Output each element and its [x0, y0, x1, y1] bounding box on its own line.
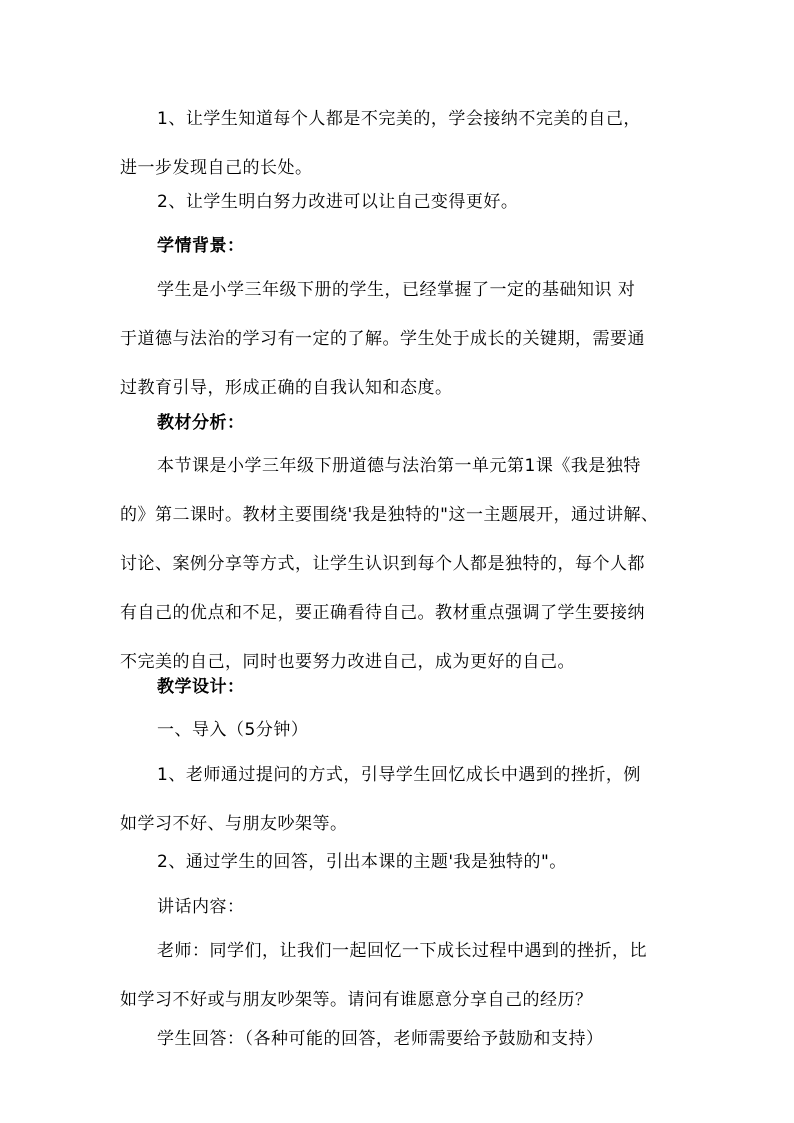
goal-2-paragraph [120, 178, 680, 227]
text-line: 学生是小学三年级下册的学生，已经掌握了一定的基础知识 对 [157, 280, 636, 300]
text-line: 1、老师通过提问的方式，引导学生回忆成长中遇到的挫折，例 [157, 765, 641, 785]
heading-analysis [120, 399, 680, 448]
text-line: 1、让学生知道每个人都是不完美的，学会接纳不完美的自己， [157, 109, 641, 129]
section-intro [120, 706, 680, 755]
text-line: 于道德与法治的学习有一定的了解。学生处于成长的关键期，需要通 [120, 329, 645, 349]
text-line: 2、让学生明白努力改进可以让自己变得更好。 [157, 192, 519, 212]
text-line: 的》第二课时。教材主要围绕'我是独特的"这一主题展开，通过讲解、 [120, 505, 659, 525]
text-line: 2、通过学生的回答，引出本课的主题'我是独特的"。 [157, 852, 567, 872]
text-line: 老师：同学们，让我们一起回忆一下成长过程中遇到的挫折，比 [157, 941, 647, 961]
text-line: 一、导入（5分钟） [157, 720, 309, 740]
heading-design [120, 663, 680, 712]
heading-text: 学情背景： [157, 236, 245, 256]
intro-step-2-paragraph [120, 838, 680, 887]
text-line: 讨论、案例分享等方式，让学生认识到每个人都是独特的，每个人都 [120, 554, 645, 574]
background-paragraph [120, 266, 680, 413]
speech-label [120, 883, 680, 932]
teacher-speech-paragraph [120, 927, 680, 1025]
text-line: 如学习不好、与朋友吵架等。 [120, 814, 348, 834]
text-line: 学生回答：（各种可能的回答，老师需要给予鼓励和支持） [157, 1029, 604, 1049]
text-line: 讲话内容： [157, 897, 245, 917]
heading-background [120, 222, 680, 271]
text-line: 进一步发现自己的长处。 [120, 158, 313, 178]
heading-text: 教材分析： [157, 413, 245, 433]
student-answer-paragraph [120, 1015, 680, 1064]
text-line: 有自己的优点和不足，要正确看待自己。教材重点强调了学生要接纳 [120, 603, 645, 623]
analysis-paragraph [120, 442, 680, 687]
intro-step-1-paragraph [120, 751, 680, 849]
text-line: 本节课是小学三年级下册道德与法治第一单元第1课《我是独特 [157, 456, 641, 476]
heading-text: 教学设计： [157, 677, 245, 697]
text-line: 过教育引导，形成正确的自我认知和态度。 [120, 378, 453, 398]
text-line: 不完美的自己，同时也要努力改进自己，成为更好的自己。 [120, 652, 575, 672]
text-line: 如学习不好或与朋友吵架等。请问有谁愿意分享自己的经历？ [120, 990, 593, 1010]
